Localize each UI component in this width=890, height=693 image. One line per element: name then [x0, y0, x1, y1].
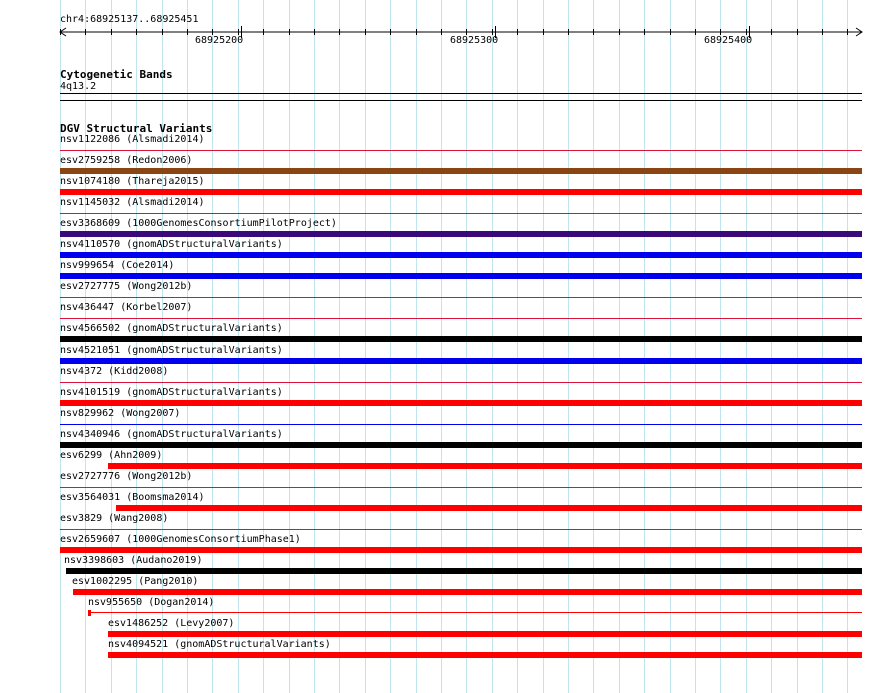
feature-label[interactable]: nsv436447 (Korbel2007)	[60, 302, 193, 313]
ruler-minor-tick	[314, 29, 315, 35]
ruler-minor-tick	[441, 29, 442, 35]
feature-label[interactable]: nsv955650 (Dogan2014)	[88, 597, 215, 608]
feature-line[interactable]	[60, 487, 862, 488]
feature-line[interactable]	[60, 424, 862, 425]
ruler-minor-tick	[771, 29, 772, 35]
ruler-minor-tick	[593, 29, 594, 35]
feature-label[interactable]: esv2727775 (Wong2012b)	[60, 281, 193, 292]
ruler-minor-tick	[517, 29, 518, 35]
position-label: chr4:68925137..68925451	[60, 14, 199, 25]
ruler-minor-tick	[619, 29, 620, 35]
ruler-minor-tick	[847, 29, 848, 35]
feature-line[interactable]	[60, 213, 862, 214]
feature-bar[interactable]	[60, 231, 862, 237]
cytoband-line[interactable]	[60, 93, 862, 94]
feature-bar[interactable]	[60, 336, 862, 342]
ruler-minor-tick	[162, 29, 163, 35]
feature-label[interactable]: nsv829962 (Wong2007)	[60, 408, 181, 419]
ruler-minor-tick	[695, 29, 696, 35]
feature-label[interactable]: esv1002295 (Pang2010)	[72, 576, 199, 587]
feature-label[interactable]: esv1486252 (Levy2007)	[108, 618, 235, 629]
cytoband-label[interactable]: 4q13.2	[60, 81, 97, 92]
feature-label[interactable]: esv3368609 (1000GenomesConsortiumPilotProject)	[60, 218, 337, 229]
ruler-minor-tick	[670, 29, 671, 35]
feature-bar[interactable]	[116, 505, 862, 511]
feature-line[interactable]	[60, 297, 862, 298]
feature-bar[interactable]	[60, 400, 862, 406]
feature-bar[interactable]	[60, 252, 862, 258]
ruler-minor-tick	[263, 29, 264, 35]
track-separator	[60, 100, 862, 101]
feature-bar[interactable]	[60, 547, 862, 553]
feature-bar[interactable]	[108, 463, 862, 469]
feature-label[interactable]: nsv4110570 (gnomADStructuralVariants)	[60, 239, 283, 250]
feature-bar[interactable]	[66, 568, 862, 574]
feature-label[interactable]: nsv1074180 (Thareja2015)	[60, 176, 205, 187]
feature-line[interactable]	[60, 150, 862, 151]
feature-label[interactable]: esv3829 (Wang2008)	[60, 513, 169, 524]
feature-label[interactable]: nsv4566502 (gnomADStructuralVariants)	[60, 323, 283, 334]
ruler-minor-tick	[390, 29, 391, 35]
feature-bar[interactable]	[60, 189, 862, 195]
feature-line[interactable]	[88, 610, 91, 616]
ruler-minor-tick	[111, 29, 112, 35]
feature-label[interactable]: nsv1122086 (Alsmadi2014)	[60, 134, 205, 145]
ruler-minor-tick	[85, 29, 86, 35]
tick-label-2: 68925300	[450, 35, 499, 46]
feature-label[interactable]: esv3564031 (Boomsma2014)	[60, 492, 205, 503]
feature-label[interactable]: esv2759258 (Redon2006)	[60, 155, 193, 166]
feature-label[interactable]: esv6299 (Ahn2009)	[60, 450, 163, 461]
feature-label[interactable]: nsv3398603 (Audano2019)	[64, 555, 203, 566]
feature-bar[interactable]	[60, 273, 862, 279]
feature-line[interactable]	[60, 318, 862, 319]
dgv-track-title: DGV Structural Variants	[60, 122, 213, 135]
ruler-minor-tick	[365, 29, 366, 35]
feature-bar[interactable]	[73, 589, 862, 595]
feature-label[interactable]: nsv1145032 (Alsmadi2014)	[60, 197, 205, 208]
ruler-minor-tick	[60, 29, 61, 35]
feature-line[interactable]	[60, 529, 862, 530]
tick-label-3: 68925400	[704, 35, 753, 46]
ruler-minor-tick	[187, 29, 188, 35]
feature-bar[interactable]	[60, 442, 862, 448]
feature-label[interactable]: nsv4094521 (gnomADStructuralVariants)	[108, 639, 331, 650]
feature-bar[interactable]	[108, 652, 862, 658]
ruler-minor-tick	[289, 29, 290, 35]
ruler-minor-tick	[644, 29, 645, 35]
feature-label[interactable]: nsv4101519 (gnomADStructuralVariants)	[60, 387, 283, 398]
feature-label[interactable]: esv2659607 (1000GenomesConsortiumPhase1)	[60, 534, 301, 545]
feature-label[interactable]: nsv4372 (Kidd2008)	[60, 366, 169, 377]
ruler-minor-tick	[822, 29, 823, 35]
feature-label[interactable]: esv2727776 (Wong2012b)	[60, 471, 193, 482]
feature-label[interactable]: nsv4340946 (gnomADStructuralVariants)	[60, 429, 283, 440]
feature-line[interactable]	[88, 612, 862, 613]
feature-line[interactable]	[60, 382, 862, 383]
feature-bar[interactable]	[60, 168, 862, 174]
ruler-minor-tick	[136, 29, 137, 35]
feature-bar[interactable]	[60, 358, 862, 364]
ruler-minor-tick	[568, 29, 569, 35]
ruler-minor-tick	[416, 29, 417, 35]
cytoband-track-title: Cytogenetic Bands	[60, 68, 173, 81]
ruler-minor-tick	[339, 29, 340, 35]
ruler-minor-tick	[543, 29, 544, 35]
ruler-minor-tick	[797, 29, 798, 35]
tick-label-1: 68925200	[195, 35, 244, 46]
feature-bar[interactable]	[108, 631, 862, 637]
feature-label[interactable]: nsv4521051 (gnomADStructuralVariants)	[60, 345, 283, 356]
feature-label[interactable]: nsv999654 (Coe2014)	[60, 260, 175, 271]
